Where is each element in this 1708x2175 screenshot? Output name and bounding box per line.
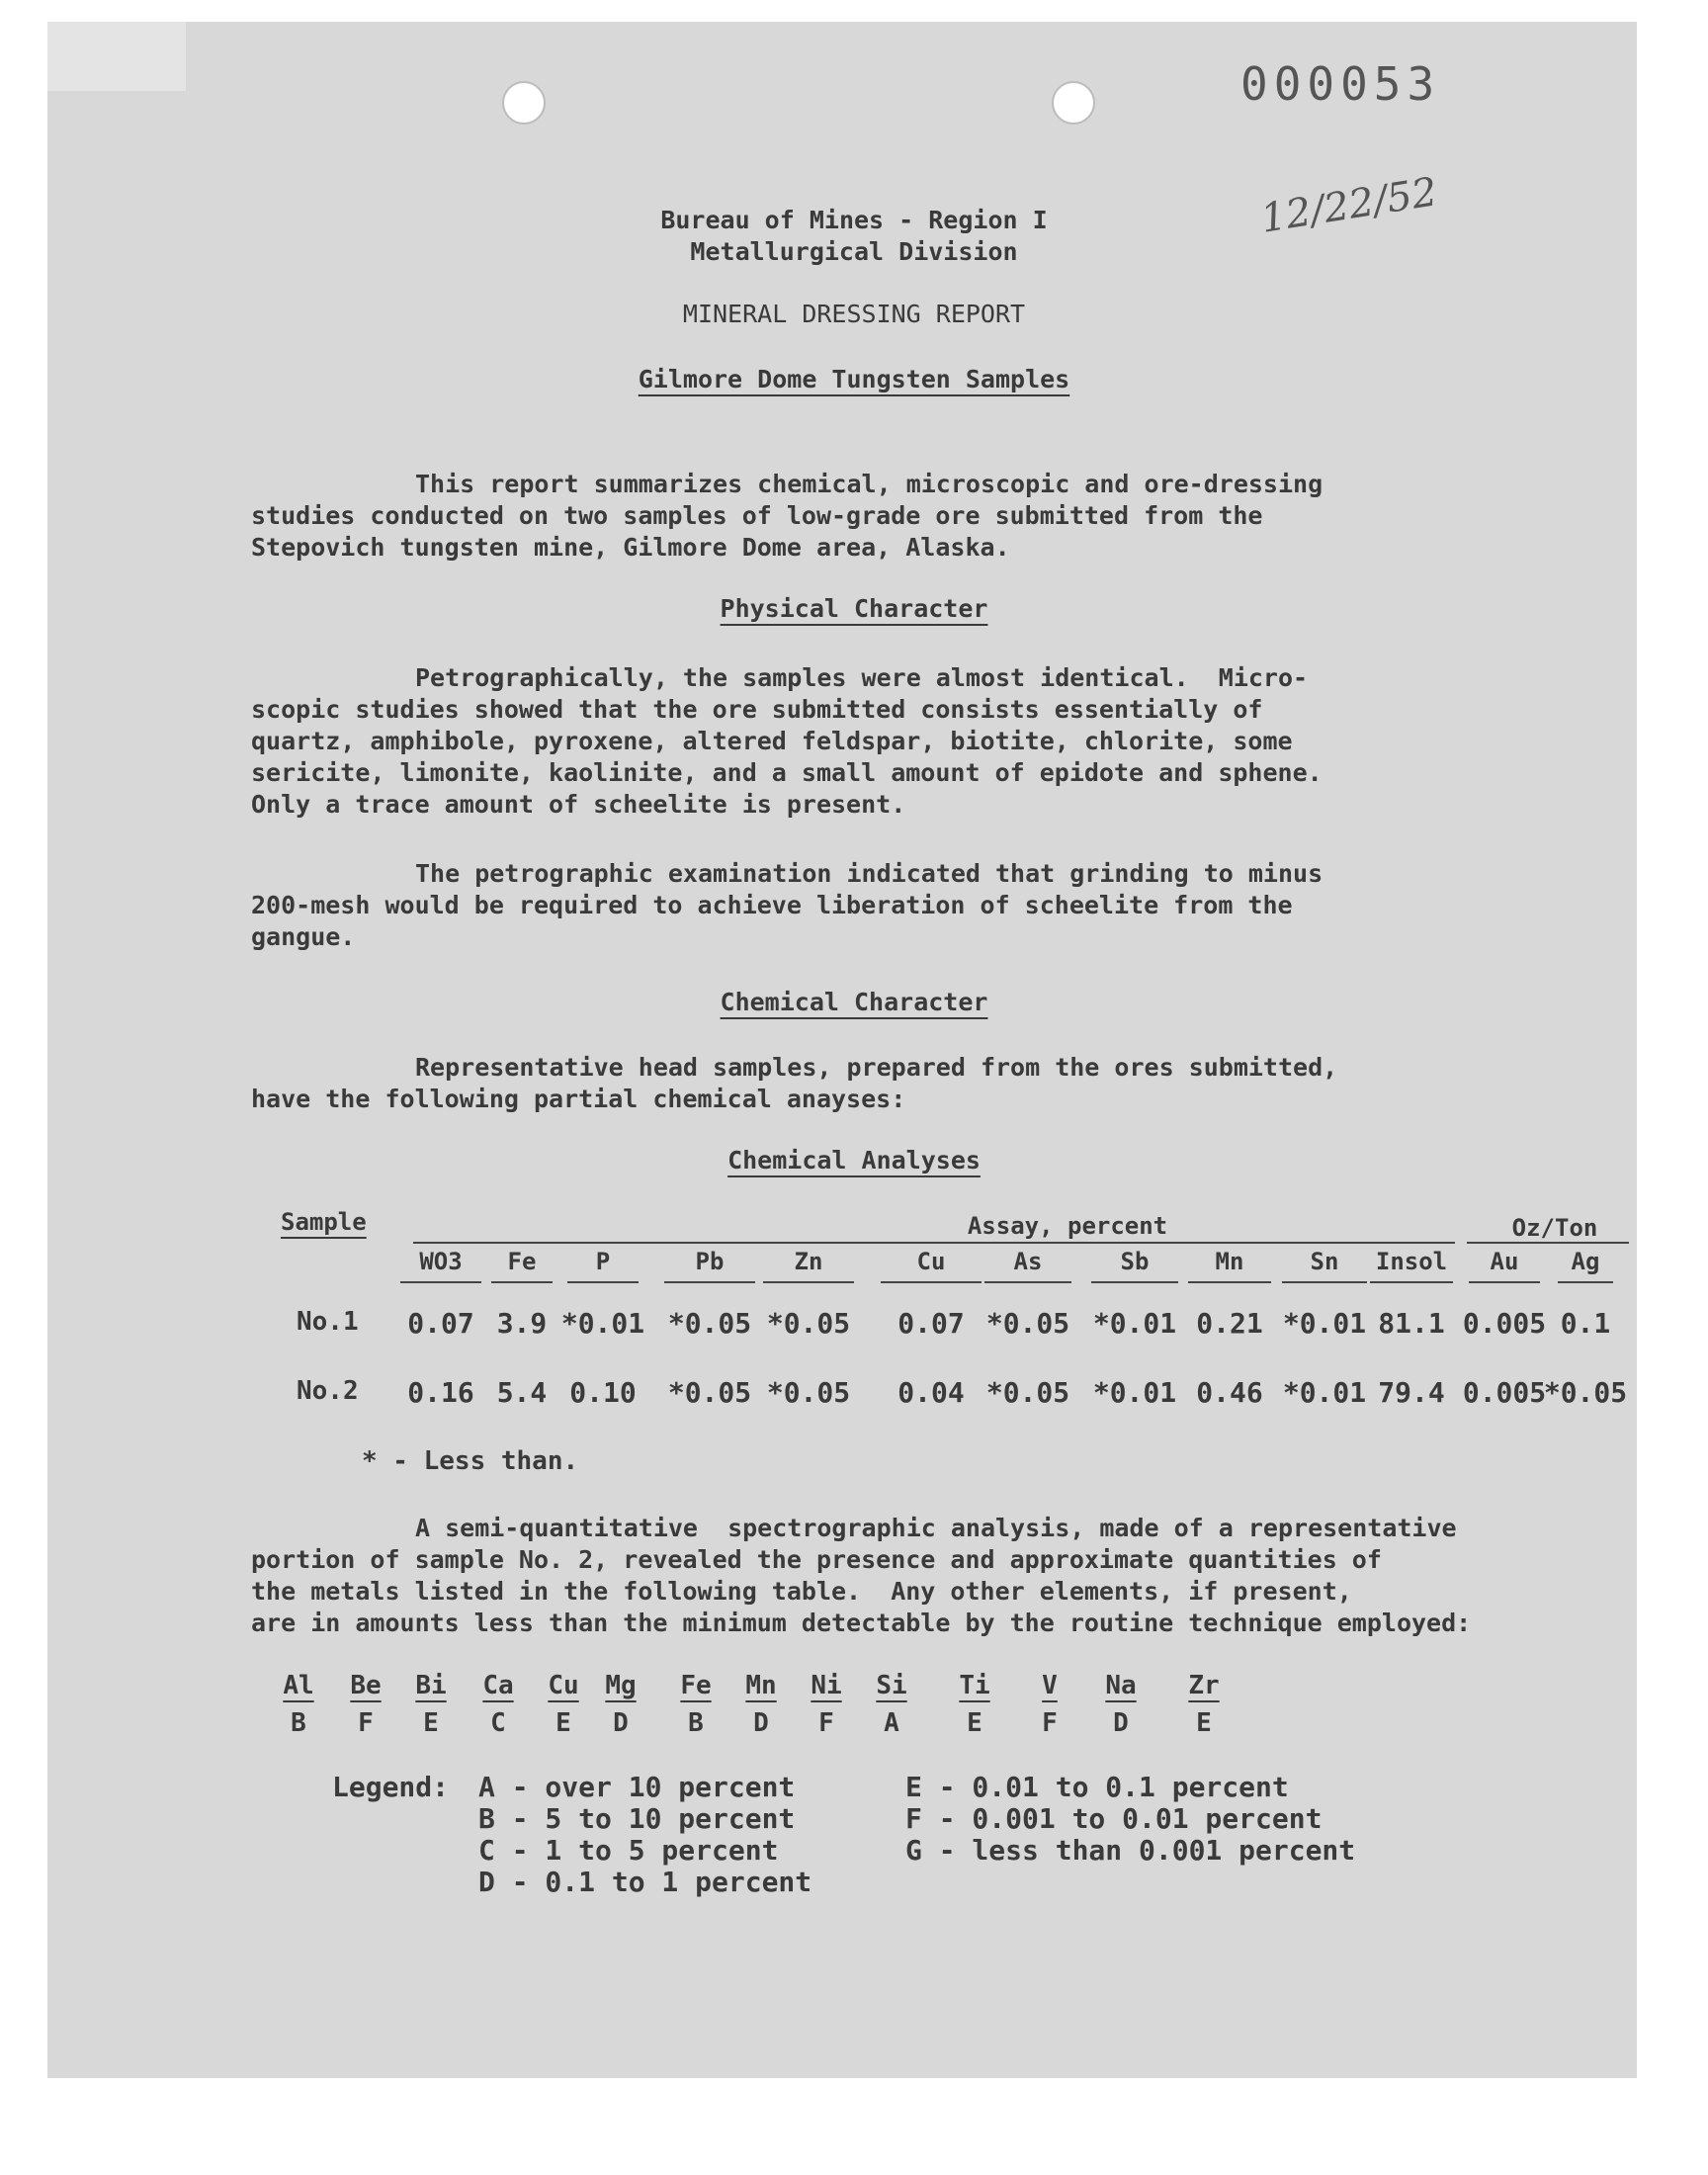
column-header-rule bbox=[763, 1281, 854, 1283]
assay-value: *0.05 bbox=[985, 1376, 1070, 1409]
assay-value: *0.01 bbox=[1282, 1376, 1367, 1409]
column-header-rule bbox=[1469, 1281, 1540, 1283]
assay-value: 0.04 bbox=[897, 1376, 965, 1409]
assay-value: *0.01 bbox=[1092, 1307, 1177, 1340]
column-header-rule bbox=[567, 1281, 639, 1283]
column-header: As bbox=[1013, 1248, 1043, 1275]
column-header-rule bbox=[984, 1281, 1071, 1283]
report-title: Gilmore Dome Tungsten Samples bbox=[638, 365, 1070, 393]
legend-entry: E - 0.01 to 0.1 percent bbox=[905, 1771, 1289, 1803]
element-symbol: Zr bbox=[1188, 1671, 1220, 1700]
physical-line: Petrographically, the samples were almost identical. Micro- bbox=[415, 663, 1309, 692]
legend-right-column bbox=[905, 1772, 1355, 1867]
column-header-rule bbox=[491, 1281, 553, 1283]
legend-entry: C - 1 to 5 percent bbox=[478, 1834, 779, 1867]
element-symbol: Cu bbox=[548, 1671, 579, 1700]
physical-paragraph-1 bbox=[251, 662, 1323, 821]
legend-left-column bbox=[478, 1772, 811, 1898]
element-grade: C bbox=[490, 1708, 506, 1738]
document-number-stamp: 000053 bbox=[1240, 57, 1441, 111]
physical-line: gangue. bbox=[251, 922, 356, 951]
column-header: Sb bbox=[1120, 1248, 1150, 1275]
element-grade: E bbox=[423, 1708, 439, 1738]
column-header-rule bbox=[1558, 1281, 1613, 1283]
element-symbol: Na bbox=[1105, 1671, 1137, 1700]
intro-paragraph bbox=[251, 469, 1323, 564]
assay-value: 0.005 bbox=[1462, 1307, 1547, 1340]
element-grade: E bbox=[967, 1708, 982, 1738]
spectrographic-paragraph bbox=[251, 1513, 1471, 1639]
assay-value: *0.05 bbox=[766, 1376, 851, 1409]
column-header: WO3 bbox=[419, 1248, 463, 1275]
sample-header: Sample bbox=[281, 1208, 367, 1236]
report-type: MINERAL DRESSING REPORT bbox=[682, 300, 1026, 328]
column-header-rule bbox=[400, 1281, 481, 1283]
legend-entry: A - over 10 percent bbox=[478, 1771, 796, 1803]
column-header: Au bbox=[1490, 1248, 1519, 1275]
column-header: Fe bbox=[507, 1248, 537, 1275]
column-header: Sn bbox=[1310, 1248, 1339, 1275]
column-header: Insol bbox=[1375, 1248, 1448, 1275]
assay-value: 0.005 bbox=[1462, 1376, 1547, 1409]
assay-value: *0.05 bbox=[985, 1307, 1070, 1340]
legend-label: Legend: bbox=[332, 1771, 450, 1803]
intro-line: This report summarizes chemical, microscopic and ore-dressing bbox=[415, 470, 1324, 498]
element-symbol: Si bbox=[876, 1671, 907, 1700]
physical-line: 200-mesh would be required to achieve liberation of scheelite from the bbox=[251, 891, 1293, 919]
element-symbol: Ni bbox=[811, 1671, 842, 1700]
assay-value: 0.07 bbox=[407, 1307, 474, 1340]
element-grade: F bbox=[818, 1708, 834, 1738]
punch-hole bbox=[502, 81, 546, 125]
physical-line: sericite, limonite, kaolinite, and a small amount of epidote and sphene. bbox=[251, 758, 1323, 787]
physical-line: quartz, amphibole, pyroxene, altered feldspar, biotite, chlorite, some bbox=[251, 727, 1293, 755]
physical-line: The petrographic examination indicated that grinding to minus bbox=[415, 859, 1324, 888]
assay-value: *0.05 bbox=[766, 1307, 851, 1340]
agency-line: Bureau of Mines - Region I bbox=[660, 206, 1048, 234]
element-symbol: V bbox=[1042, 1671, 1058, 1700]
spectro-line: portion of sample No. 2, revealed the presence and approximate quantities of bbox=[251, 1545, 1382, 1574]
column-header: P bbox=[595, 1248, 611, 1275]
element-grade: D bbox=[613, 1708, 629, 1738]
assay-value: *0.01 bbox=[1092, 1376, 1177, 1409]
element-grade: D bbox=[1113, 1708, 1129, 1738]
element-symbol: Ca bbox=[482, 1671, 514, 1700]
sample-label: No.1 bbox=[297, 1307, 359, 1337]
oz-ton-header: Oz/Ton bbox=[1511, 1214, 1598, 1242]
sample-label: No.2 bbox=[297, 1376, 359, 1406]
element-grade: E bbox=[555, 1708, 571, 1738]
assay-value: 0.46 bbox=[1196, 1376, 1263, 1409]
document-page bbox=[47, 22, 1637, 2078]
spectro-line: are in amounts less than the minimum detectable by the routine technique employed: bbox=[251, 1609, 1472, 1637]
element-grade: F bbox=[358, 1708, 374, 1738]
assay-header-rule bbox=[413, 1242, 1455, 1244]
intro-line: studies conducted on two samples of low-grade ore submitted from the bbox=[251, 501, 1263, 530]
element-grade: F bbox=[1042, 1708, 1058, 1738]
element-symbol: Be bbox=[350, 1671, 382, 1700]
column-header: Mn bbox=[1215, 1248, 1244, 1275]
element-symbol: Ti bbox=[959, 1671, 990, 1700]
element-symbol: Al bbox=[283, 1671, 314, 1700]
column-header-rule bbox=[1091, 1281, 1178, 1283]
assay-value: 81.1 bbox=[1378, 1307, 1445, 1340]
punch-hole bbox=[1052, 81, 1095, 125]
legend-entry: D - 0.1 to 1 percent bbox=[478, 1866, 812, 1898]
column-header-rule bbox=[1188, 1281, 1271, 1283]
assay-value: *0.05 bbox=[1543, 1376, 1628, 1409]
element-symbol: Fe bbox=[680, 1671, 712, 1700]
physical-line: Only a trace amount of scheelite is present. bbox=[251, 790, 906, 819]
element-grade: A bbox=[884, 1708, 899, 1738]
division-line: Metallurgical Division bbox=[690, 237, 1018, 266]
assay-value: 0.07 bbox=[897, 1307, 965, 1340]
column-header-rule bbox=[881, 1281, 982, 1283]
oz-ton-header-rule bbox=[1467, 1242, 1629, 1244]
element-grade: B bbox=[291, 1708, 306, 1738]
assay-value: 0.1 bbox=[1560, 1307, 1611, 1340]
intro-line: Stepovich tungsten mine, Gilmore Dome area, Alaska. bbox=[251, 533, 1010, 562]
assay-value: 0.16 bbox=[407, 1376, 474, 1409]
column-header: Zn bbox=[794, 1248, 823, 1275]
table-title: Chemical Analyses bbox=[727, 1146, 981, 1174]
column-header-rule bbox=[1282, 1281, 1367, 1283]
assay-value: *0.01 bbox=[1282, 1307, 1367, 1340]
element-symbol: Mg bbox=[605, 1671, 637, 1700]
column-header: Cu bbox=[916, 1248, 946, 1275]
legend-entry: B - 5 to 10 percent bbox=[478, 1802, 796, 1835]
legend-entry: F - 0.001 to 0.01 percent bbox=[905, 1802, 1323, 1835]
assay-value: 79.4 bbox=[1378, 1376, 1445, 1409]
page-corner-fold bbox=[47, 22, 186, 91]
chemical-intro-line: have the following partial chemical anayses: bbox=[251, 1085, 906, 1113]
legend-entry: G - less than 0.001 percent bbox=[905, 1834, 1356, 1867]
element-grade: E bbox=[1196, 1708, 1212, 1738]
assay-value: 3.9 bbox=[496, 1307, 548, 1340]
assay-value: 5.4 bbox=[496, 1376, 548, 1409]
assay-value: *0.01 bbox=[560, 1307, 645, 1340]
spectro-line: A semi-quantitative spectrographic analysis, made of a representative bbox=[415, 1514, 1457, 1542]
table-footnote: * - Less than. bbox=[362, 1446, 579, 1476]
assay-header: Assay, percent bbox=[967, 1212, 1168, 1240]
element-grade: D bbox=[753, 1708, 769, 1738]
column-header-rule bbox=[664, 1281, 755, 1283]
assay-value: 0.10 bbox=[569, 1376, 637, 1409]
physical-line: scopic studies showed that the ore submitted consists essentially of bbox=[251, 695, 1263, 724]
handwritten-date: 12/22/52 bbox=[1257, 169, 1441, 242]
spectro-line: the metals listed in the following table. Any other elements, if present, bbox=[251, 1577, 1352, 1606]
physical-paragraph-2 bbox=[251, 858, 1323, 953]
element-symbol: Mn bbox=[745, 1671, 777, 1700]
chemical-intro-line: Representative head samples, prepared from the ores submitted, bbox=[415, 1053, 1338, 1082]
assay-value: 0.21 bbox=[1196, 1307, 1263, 1340]
chemical-intro bbox=[251, 1052, 1337, 1115]
column-header: Pb bbox=[695, 1248, 725, 1275]
element-grade: B bbox=[688, 1708, 704, 1738]
assay-value: *0.05 bbox=[667, 1376, 752, 1409]
section-heading-chemical: Chemical Character bbox=[720, 988, 988, 1016]
section-heading-physical: Physical Character bbox=[720, 594, 988, 623]
element-symbol: Bi bbox=[415, 1671, 447, 1700]
column-header: Ag bbox=[1571, 1248, 1600, 1275]
assay-value: *0.05 bbox=[667, 1307, 752, 1340]
column-header-rule bbox=[1370, 1281, 1453, 1283]
